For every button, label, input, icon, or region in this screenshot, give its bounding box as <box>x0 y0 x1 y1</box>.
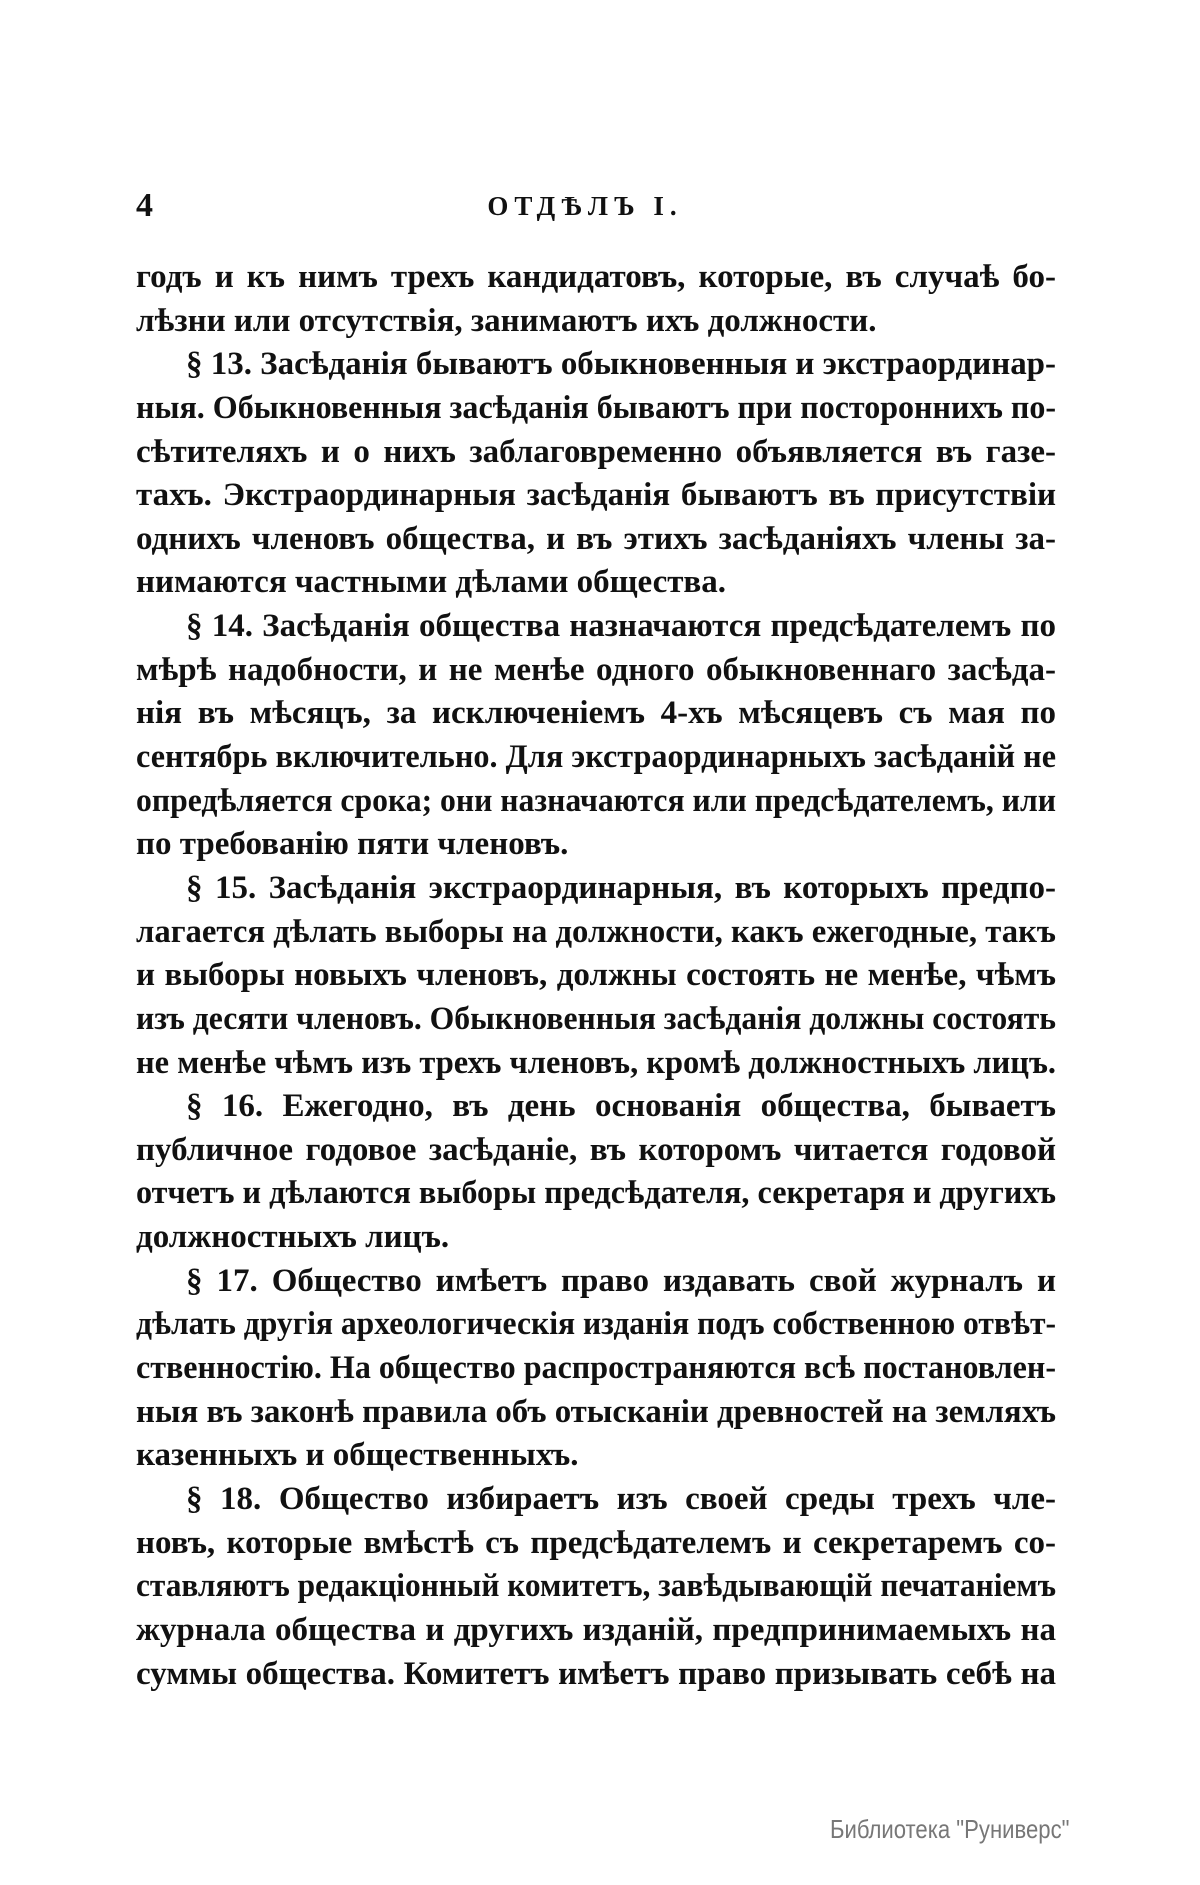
text-line-content: журнала общества и другихъ изданій, предпринимаемыхъ на <box>136 1611 1056 1648</box>
text-line <box>136 1129 1056 1173</box>
text-line-content: ственностію. На общество распространяются всѣ постановлен- <box>136 1350 1056 1387</box>
text-line-content: нимаются частными дѣлами общества. <box>136 564 727 601</box>
text-line <box>136 780 1056 824</box>
text-line-content: § 14. Засѣданія общества назначаются предсѣдателемъ по <box>186 608 1056 645</box>
text-line <box>136 1085 1056 1129</box>
paragraph <box>136 1085 1056 1260</box>
text-line-content: § 15. Засѣданія экстраординарныя, въ которыхъ предпо- <box>186 869 1056 906</box>
text-line <box>136 954 1056 998</box>
library-watermark: Библиотека "Руниверс" <box>830 1814 1070 1844</box>
text-line <box>136 300 1056 344</box>
page-body-text <box>136 256 1056 1696</box>
text-line-content: по требованію пяти членовъ. <box>136 826 569 863</box>
text-line-content: § 13. Засѣданія бываютъ обыкновенныя и экстраординар- <box>186 346 1056 383</box>
text-line-content: § 17. Общество имѣетъ право издавать свой журналъ и <box>186 1262 1056 1299</box>
text-line <box>136 1347 1056 1391</box>
text-line-content: однихъ членовъ общества, и въ этихъ засѣданіяхъ члены за- <box>136 520 1056 557</box>
text-line <box>136 343 1056 387</box>
text-line <box>136 1565 1056 1609</box>
text-line-content: публичное годовое засѣданіе, въ которомъ читается годовой <box>136 1131 1056 1168</box>
paragraph <box>136 1478 1056 1696</box>
text-line <box>136 474 1056 518</box>
paragraph <box>136 605 1056 867</box>
text-line-content: мѣрѣ надобности, и не менѣе одного обыкновеннаго засѣда- <box>136 651 1056 688</box>
text-line-content: ставляютъ редакціонный комитетъ, завѣдывающій печатаніемъ <box>136 1568 1056 1605</box>
text-line-content: и выборы новыхъ членовъ, должны состоять не менѣе, чѣмъ <box>136 957 1056 994</box>
text-line-content: лагается дѣлать выборы на должности, какъ ежегодные, такъ <box>136 913 1056 950</box>
text-line <box>136 431 1056 475</box>
text-line <box>136 1434 1056 1478</box>
text-line <box>136 867 1056 911</box>
text-line-content: тахъ. Экстраординарныя засѣданія бываютъ въ присутствіи <box>136 477 1056 514</box>
text-line <box>136 1260 1056 1304</box>
text-line <box>136 1042 1056 1086</box>
text-line-content: не менѣе чѣмъ изъ трехъ членовъ, кромѣ должностныхъ лицъ. <box>136 1044 1056 1081</box>
text-line <box>136 649 1056 693</box>
text-line <box>136 605 1056 649</box>
text-line-content: новъ, которые вмѣстѣ съ предсѣдателемъ и секретаремъ со- <box>136 1524 1056 1561</box>
running-header: ОТДѢЛЪ I. <box>487 191 683 221</box>
text-line-content: опредѣляется срока; они назначаются или предсѣдателемъ, или <box>136 782 1056 819</box>
text-line-content: суммы общества. Комитетъ имѣетъ право призывать себѣ на <box>136 1655 1056 1692</box>
text-line-content: нія въ мѣсяцъ, за исключеніемъ 4-хъ мѣсяцевъ съ мая по <box>136 695 1056 732</box>
text-line-content: сентябрь включительно. Для экстраординарныхъ засѣданій не <box>136 739 1056 776</box>
text-line-content: отчетъ и дѣлаются выборы предсѣдателя, секретаря и другихъ <box>136 1175 1056 1212</box>
text-line-content: изъ десяти членовъ. Обыкновенныя засѣданія должны состоять <box>136 1000 1056 1037</box>
paragraph <box>136 343 1056 605</box>
text-line <box>136 1478 1056 1522</box>
text-line <box>136 561 1056 605</box>
text-line-content: § 16. Ежегодно, въ день основанія общества, бываетъ <box>186 1088 1056 1125</box>
text-line-content: сѣтителяхъ и о нихъ заблаговременно объявляется въ газе- <box>136 433 1056 470</box>
text-line-content: лѣзни или отсутствія, занимаютъ ихъ должности. <box>136 302 877 339</box>
text-line <box>136 911 1056 955</box>
text-line <box>136 1172 1056 1216</box>
text-line <box>136 387 1056 431</box>
text-line <box>136 823 1056 867</box>
text-line-content: годъ и къ нимъ трехъ кандидатовъ, которые, въ случаѣ бо- <box>136 259 1056 295</box>
text-line <box>136 1303 1056 1347</box>
text-line <box>136 1522 1056 1566</box>
paragraph <box>136 867 1056 1085</box>
paragraph <box>136 256 1056 343</box>
text-line-content: казенныхъ и общественныхъ. <box>136 1437 579 1474</box>
text-line <box>136 1653 1056 1697</box>
text-line <box>136 1391 1056 1435</box>
text-line <box>136 736 1056 780</box>
paragraph <box>136 1260 1056 1478</box>
text-line-content: должностныхъ лицъ. <box>136 1219 450 1256</box>
text-line <box>136 1216 1056 1260</box>
text-line <box>136 518 1056 562</box>
text-line <box>136 256 1056 300</box>
text-line <box>136 998 1056 1042</box>
page-number: 4 <box>136 187 153 224</box>
text-line-content: ныя. Обыкновенныя засѣданія бываютъ при постороннихъ по- <box>136 389 1056 426</box>
text-line-content: дѣлать другія археологическія изданія подъ собственною отвѣт- <box>136 1306 1056 1343</box>
text-line-content: § 18. Общество избираетъ изъ своей среды трехъ чле- <box>186 1480 1056 1517</box>
text-line-content: ныя въ законѣ правила объ отысканіи древностей на земляхъ <box>136 1393 1056 1430</box>
text-line <box>136 1609 1056 1653</box>
text-line <box>136 692 1056 736</box>
